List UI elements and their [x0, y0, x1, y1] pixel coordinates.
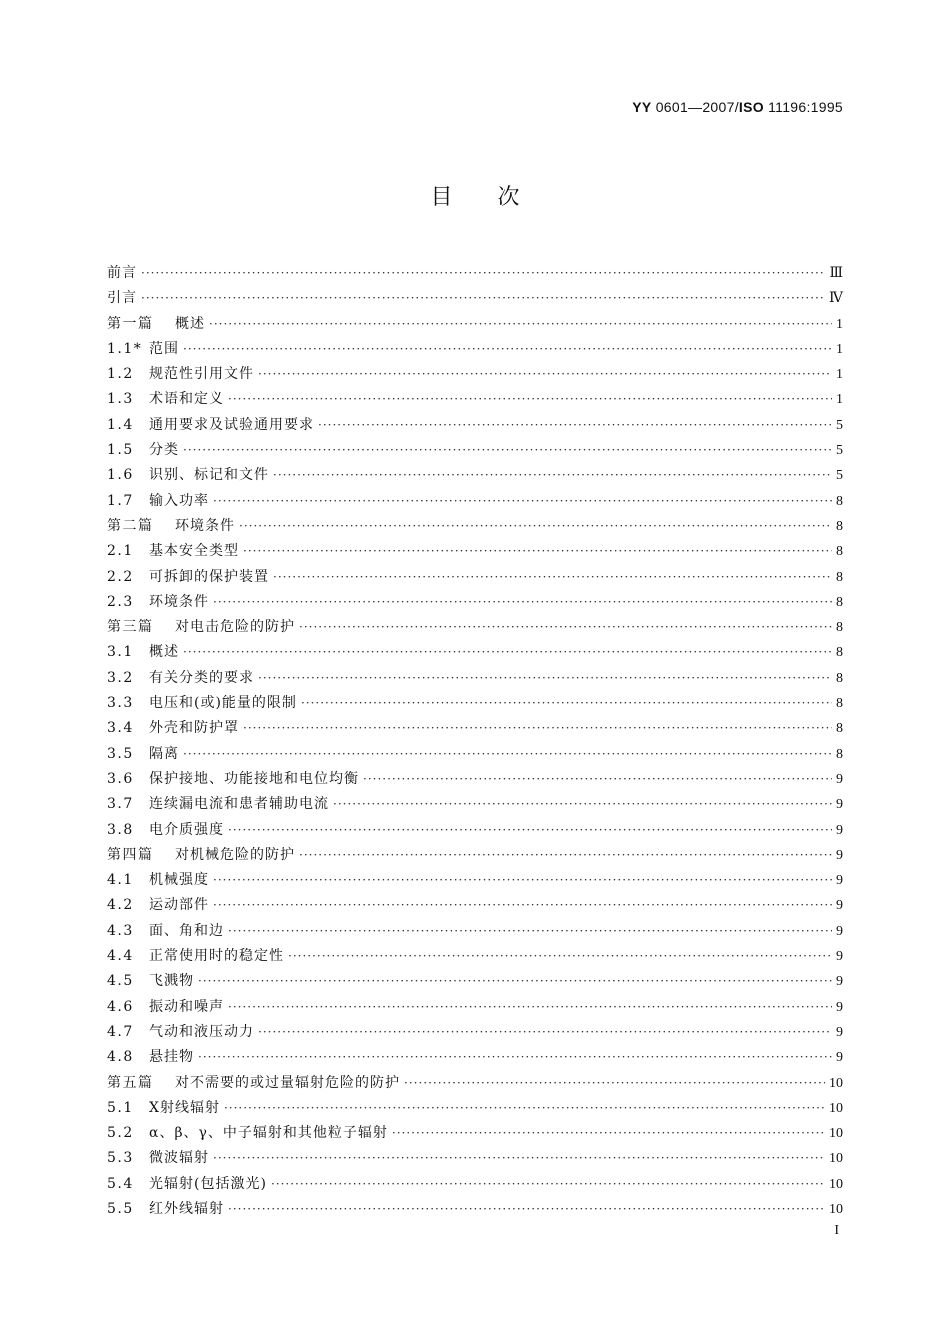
toc-entry-page: 9 [836, 822, 843, 838]
toc-entry-page: 1 [836, 392, 843, 408]
toc-entry-number: 2.2 [107, 568, 134, 585]
toc-leader-dots [363, 767, 832, 792]
toc-leader-dots [224, 1096, 825, 1121]
toc-entry-number: 3.7 [107, 796, 134, 813]
toc-entry-page: 5 [836, 443, 843, 459]
toc-entry-page: 1 [836, 367, 843, 383]
toc-entry[interactable] [107, 868, 843, 893]
toc-entry-number: 1.7 [107, 492, 134, 509]
toc-leader-dots [228, 818, 832, 843]
toc-entry[interactable] [107, 691, 843, 716]
toc-entry-label: 概述 [149, 644, 179, 661]
toc-entry-page: Ⅳ [829, 291, 843, 307]
toc-leader-dots [198, 969, 832, 994]
toc-leader-dots [198, 1045, 832, 1070]
toc-entry-page: 9 [836, 949, 843, 965]
toc-entry-page: 8 [836, 721, 843, 737]
toc-entry-number: 4.7 [107, 1023, 134, 1040]
toc-leader-dots [258, 362, 832, 387]
iso-prefix: ISO [738, 99, 764, 115]
toc-entry-number: 5.4 [107, 1175, 134, 1192]
iso-number: 11196:1995 [763, 99, 843, 115]
toc-entry-label: α、β、γ、中子辐射和其他粒子辐射 [149, 1125, 388, 1142]
toc-entry-number: 5.1 [107, 1099, 134, 1116]
toc-entry-page: 8 [836, 670, 843, 686]
toc-entry[interactable] [107, 337, 843, 362]
toc-entry-page: 8 [836, 645, 843, 661]
toc-leader-dots [183, 640, 832, 665]
toc-leader-dots [213, 1146, 825, 1171]
toc-entry-page: 9 [836, 898, 843, 914]
toc-entry-label: 电压和(或)能量的限制 [149, 695, 297, 712]
toc-entry-label: 隔离 [149, 745, 179, 762]
toc-entry-page: 9 [836, 771, 843, 787]
toc-entry-label: 对机械危险的防护 [175, 846, 295, 863]
toc-entry-label: 前言 [107, 265, 137, 281]
toc-entry[interactable] [107, 742, 843, 767]
toc-leader-dots [183, 438, 832, 463]
toc-entry-number: 第三篇 [107, 619, 154, 636]
toc-leader-dots [213, 868, 832, 893]
toc-entry-label: 红外线辐射 [149, 1200, 224, 1217]
toc-leader-dots [273, 463, 832, 488]
toc-entry[interactable] [107, 944, 843, 969]
toc-entry-page: 9 [836, 1024, 843, 1040]
toc-leader-dots [228, 387, 832, 412]
toc-entry-number: 5.3 [107, 1150, 134, 1167]
toc-entry[interactable] [107, 413, 843, 438]
toc-entry-number: 4.3 [107, 922, 134, 939]
toc-entry-number: 4.2 [107, 897, 134, 914]
toc-entry-number: 1.6 [107, 467, 134, 484]
toc-entry-label: 运动部件 [149, 897, 209, 914]
toc-entry-page: 8 [836, 493, 843, 509]
toc-entry-label: 外壳和防护罩 [149, 720, 239, 737]
toc-entry-label: 飞溅物 [149, 973, 194, 990]
toc-leader-dots [213, 590, 832, 615]
toc-entry-label: 机械强度 [149, 872, 209, 889]
toc-entry-number: 第二篇 [107, 517, 154, 534]
toc-entry-label: 保护接地、功能接地和电位均衡 [149, 770, 359, 787]
toc-entry[interactable] [107, 666, 843, 691]
toc-entry-label: 微波辐射 [149, 1150, 209, 1167]
toc-entry-number: 1.2 [107, 366, 134, 383]
toc-entry[interactable] [107, 1096, 843, 1121]
toc-leader-dots [258, 1020, 832, 1045]
toc-leader-dots [288, 944, 832, 969]
toc-leader-dots [183, 337, 832, 362]
toc-entry-number: 4.1 [107, 872, 134, 889]
toc-entry-page: 10 [829, 1151, 843, 1167]
toc-leader-dots [228, 919, 832, 944]
toc-leader-dots [228, 1197, 825, 1222]
toc-entry[interactable] [107, 919, 843, 944]
toc-entry[interactable] [107, 640, 843, 665]
toc-entry[interactable] [107, 489, 843, 514]
toc-entry-label: 输入功率 [149, 492, 209, 509]
toc-entry-label: 术语和定义 [149, 391, 224, 408]
toc-entry-label: 引言 [107, 290, 137, 307]
toc-entry-label: 识别、标记和文件 [149, 467, 269, 484]
toc-leader-dots [213, 893, 832, 918]
toc-entry-page: 8 [836, 594, 843, 610]
toc-entry-number: 4.5 [107, 973, 134, 990]
toc-entry[interactable] [107, 1071, 843, 1096]
toc-entry-label: 对电击危险的防护 [175, 619, 295, 636]
toc-entry-page: 8 [836, 696, 843, 712]
toc-entry-page: 9 [836, 847, 843, 863]
toc-entry-number: 4.8 [107, 1049, 134, 1066]
toc-entry-number: 第一篇 [107, 315, 154, 332]
toc-entry-page: 9 [836, 873, 843, 889]
toc-entry[interactable] [107, 514, 843, 539]
toc-entry-page: 10 [829, 1100, 843, 1116]
toc-entry-page: 9 [836, 797, 843, 813]
toc-entry-number: 1.4 [107, 416, 134, 433]
toc-entry-page: 10 [829, 1126, 843, 1142]
toc-entry-page: 9 [836, 1050, 843, 1066]
toc-entry[interactable] [107, 1020, 843, 1045]
toc-entry[interactable] [107, 843, 843, 868]
toc-entry-label: 分类 [149, 442, 179, 459]
toc-entry-page: 8 [836, 518, 843, 534]
toc-entry[interactable] [107, 1197, 843, 1222]
toc-entry-number: 3.4 [107, 720, 134, 737]
toc-entry-label: 可拆卸的保护装置 [149, 568, 269, 585]
toc-leader-dots [209, 312, 832, 337]
toc-entry-page: 9 [836, 974, 843, 990]
toc-entry[interactable] [107, 590, 843, 615]
toc-entry-number: 1.5 [107, 442, 134, 459]
toc-entry-number: 4.4 [107, 948, 134, 965]
toc-leader-dots [213, 489, 832, 514]
toc-entry-page: 5 [836, 417, 843, 433]
page-title: 目次 [430, 185, 565, 210]
toc-entry-label: 振动和噪声 [149, 998, 224, 1015]
toc-entry-label: 通用要求及试验通用要求 [149, 416, 314, 433]
toc-leader-dots [271, 1172, 825, 1197]
toc-entry-label: 概述 [175, 315, 205, 332]
table-of-contents [107, 261, 843, 1222]
toc-entry[interactable] [107, 539, 843, 564]
toc-entry-page: 10 [829, 1176, 843, 1192]
toc-leader-dots [299, 615, 832, 640]
toc-entry-number: 3.5 [107, 745, 134, 762]
toc-entry-label: X射线辐射 [149, 1099, 220, 1116]
toc-entry-label: 正常使用时的稳定性 [149, 948, 284, 965]
toc-entry-page: 1 [836, 341, 843, 357]
toc-entry-label: 环境条件 [149, 593, 209, 610]
toc-entry-label: 对不需要的或过量辐射危险的防护 [175, 1074, 400, 1091]
standard-prefix: YY [632, 99, 652, 115]
toc-entry[interactable] [107, 767, 843, 792]
toc-entry-label: 面、角和边 [149, 922, 224, 939]
toc-entry-number: 1.3 [107, 391, 134, 408]
toc-entry[interactable] [107, 438, 843, 463]
toc-entry-label: 规范性引用文件 [149, 366, 254, 383]
toc-leader-dots [183, 742, 832, 767]
toc-entry-number: 第五篇 [107, 1074, 154, 1091]
toc-entry-number: 2.3 [107, 593, 134, 610]
toc-entry[interactable] [107, 716, 843, 741]
toc-entry-page: 10 [829, 1201, 843, 1217]
toc-entry-number: 3.2 [107, 669, 134, 686]
toc-entry-label: 范围 [149, 340, 179, 357]
page-folio: I [834, 1223, 839, 1238]
toc-entry-number: 4.6 [107, 998, 134, 1015]
toc-entry-label: 气动和液压动力 [149, 1023, 254, 1040]
toc-leader-dots [404, 1071, 825, 1096]
toc-entry[interactable] [107, 565, 843, 590]
toc-entry-label: 环境条件 [175, 517, 235, 534]
toc-entry[interactable] [107, 1146, 843, 1171]
toc-entry-page: Ⅲ [829, 266, 843, 281]
toc-leader-dots [243, 539, 832, 564]
toc-entry-page: 9 [836, 999, 843, 1015]
standard-header [632, 99, 843, 115]
toc-entry-page: 8 [836, 569, 843, 585]
toc-entry-page: 8 [836, 746, 843, 762]
toc-entry-number: 3.8 [107, 821, 134, 838]
toc-leader-dots [333, 792, 832, 817]
toc-leader-dots [243, 716, 832, 741]
toc-entry[interactable] [107, 893, 843, 918]
toc-entry[interactable] [107, 1045, 843, 1070]
toc-leader-dots [299, 843, 832, 868]
toc-entry[interactable] [107, 995, 843, 1020]
toc-entry[interactable] [107, 286, 843, 311]
toc-leader-dots [318, 413, 832, 438]
toc-entry-number: 5.5 [107, 1200, 134, 1217]
toc-leader-dots [239, 514, 832, 539]
toc-entry[interactable] [107, 312, 843, 337]
toc-entry-number: 3.6 [107, 770, 134, 787]
toc-entry[interactable] [107, 1121, 843, 1146]
toc-entry[interactable] [107, 969, 843, 994]
toc-entry-page: 8 [836, 544, 843, 560]
toc-entry-label: 有关分类的要求 [149, 669, 254, 686]
toc-entry[interactable] [107, 463, 843, 488]
toc-entry-label: 光辐射(包括激光) [149, 1175, 267, 1192]
toc-entry-label: 电介质强度 [149, 821, 224, 838]
toc-entry-page: 1 [836, 316, 843, 332]
toc-leader-dots [258, 666, 832, 691]
toc-entry-page: 10 [829, 1075, 843, 1091]
toc-entry-number: 1.1* [107, 340, 143, 357]
toc-leader-dots [301, 691, 832, 716]
toc-entry-page: 8 [836, 620, 843, 636]
toc-entry-page: 5 [836, 468, 843, 484]
toc-leader-dots [392, 1121, 825, 1146]
toc-leader-dots [228, 995, 832, 1020]
toc-entry-number: 3.1 [107, 644, 134, 661]
toc-entry[interactable] [107, 261, 843, 286]
toc-entry-page: 9 [836, 923, 843, 939]
toc-entry-label: 基本安全类型 [149, 543, 239, 560]
toc-entry-label: 连续漏电流和患者辅助电流 [149, 796, 329, 813]
toc-entry-number: 3.3 [107, 695, 134, 712]
toc-entry-number: 2.1 [107, 543, 134, 560]
toc-entry[interactable] [107, 792, 843, 817]
toc-entry[interactable] [107, 818, 843, 843]
toc-leader-dots [141, 286, 825, 311]
toc-entry[interactable] [107, 1172, 843, 1197]
toc-leader-dots [141, 261, 825, 286]
toc-entry-label: 悬挂物 [149, 1049, 194, 1066]
toc-leader-dots [273, 565, 832, 590]
standard-number: 0601—2007/ [651, 99, 739, 115]
toc-entry[interactable] [107, 615, 843, 640]
toc-entry[interactable] [107, 387, 843, 412]
toc-entry-number: 第四篇 [107, 846, 154, 863]
toc-entry[interactable] [107, 362, 843, 387]
toc-entry-number: 5.2 [107, 1125, 134, 1142]
